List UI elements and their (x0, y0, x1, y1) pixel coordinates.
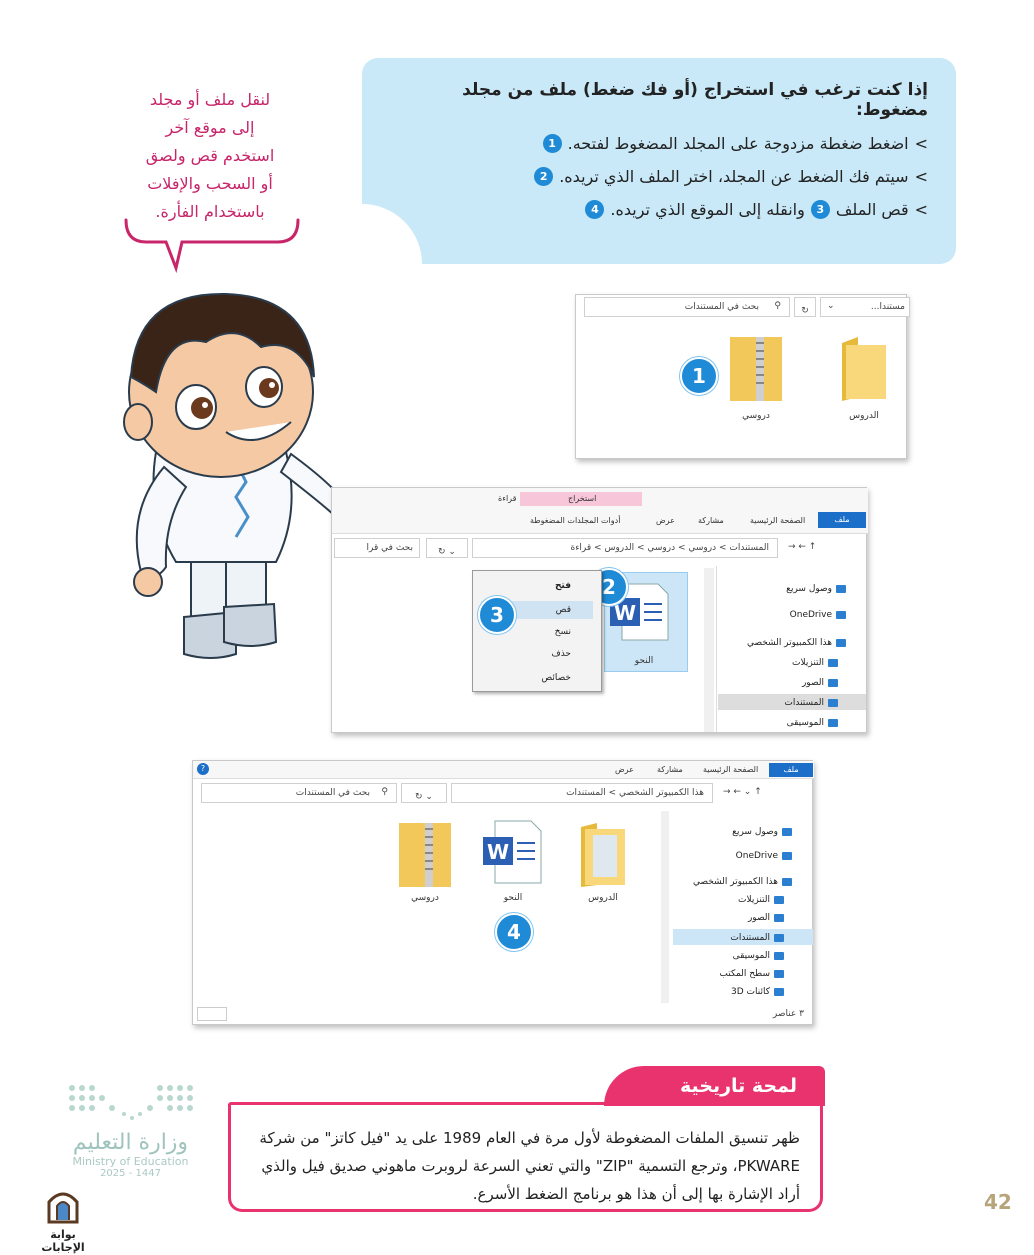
nav-item[interactable]: الموسيقى (733, 951, 784, 961)
tab-share[interactable]: مشاركة (698, 516, 724, 525)
context-menu-properties[interactable]: خصائص (541, 673, 571, 683)
tab-share[interactable]: مشاركة (657, 765, 683, 774)
speech-bubble-outline (122, 218, 302, 274)
word-document-icon[interactable] (481, 819, 543, 887)
refresh-button[interactable] (794, 297, 816, 317)
context-menu-open[interactable]: فتح (554, 581, 571, 591)
explorer-window-compressed: استخراج قراءة ملف الصفحة الرئيسية مشاركة عرض أدوات المجلدات المضغوطة المستندات > دروسي > دروسي > الدروس > قراءة ↻ ⌄ بحث في قرا ↑ ← → وصول سريع OneDrive هذا الكمبيوتر الشخصي التنزيلات الصور المستندات الموسيقى W النحو 2 (331, 487, 867, 733)
nav-item[interactable]: الموسيقى (787, 718, 838, 728)
context-menu-copy[interactable]: نسخ (554, 627, 571, 637)
desktop-icon (774, 970, 784, 978)
step-number-badge: 2 (534, 167, 553, 186)
search-icon: ⚲ (381, 787, 388, 797)
nav-item[interactable]: سطح المكتب (719, 969, 784, 979)
context-menu-delete[interactable]: حذف (551, 649, 571, 659)
logo-emblem-icon (43, 1184, 83, 1224)
refresh-button[interactable] (401, 783, 447, 803)
computer-icon (782, 878, 792, 886)
nav-item[interactable]: التنزيلات (792, 658, 838, 668)
instruction-step-1: > اضغط ضغطة مزدوجة على المجلد المضغوط لفتحه. 1 (390, 134, 928, 153)
search-input[interactable]: بحث في المستندات ⚲ (584, 297, 790, 317)
computer-icon (836, 639, 846, 647)
music-icon (774, 952, 784, 960)
tab-compressed-tools[interactable]: أدوات المجلدات المضغوطة (530, 516, 621, 525)
tab-home[interactable]: الصفحة الرئيسية (750, 516, 806, 525)
instruction-step-3: > قص الملف 3 وانقله إلى الموقع الذي تريده. 4 (390, 200, 928, 219)
instruction-title: إذا كنت ترغب في استخراج (أو فك ضغط) ملف من مجلد مضغوط: (462, 80, 928, 120)
tab-view[interactable]: عرض (615, 765, 634, 774)
zip-folder-icon[interactable] (726, 333, 788, 405)
explorer-window-documents: بحث في المستندات ⚲ ↻ ⌄ مستندا... الدروس دروسي 1 (575, 294, 907, 459)
callout-number: 2 (590, 568, 628, 606)
tab-view[interactable]: عرض (656, 516, 675, 525)
star-icon (782, 828, 792, 836)
page-number: 42 (984, 1190, 1012, 1214)
nav-item[interactable]: المستندات (730, 933, 784, 943)
pictures-icon (828, 679, 838, 687)
svg-text:W: W (614, 601, 637, 625)
documents-icon (774, 934, 784, 942)
music-icon (828, 719, 838, 727)
speech-bubble-text: لنقل ملف أو مجلد إلى موقع آخر استخدم قص ولصق أو السحب والإفلات باستخدام الفأرة. (145, 90, 275, 221)
documents-icon (828, 699, 838, 707)
nav-item[interactable]: المستندات (784, 698, 838, 708)
tab-file[interactable]: ملف (769, 763, 813, 777)
scrollbar[interactable] (704, 568, 714, 732)
search-icon: ⚲ (774, 301, 781, 311)
status-item-count: ٣ عناصر (772, 1009, 804, 1019)
nav-item[interactable]: كائنات 3D (731, 987, 784, 997)
refresh-icon: ↻ ⌄ (438, 547, 456, 557)
instruction-step-2: > سيتم فك الضغط عن المجلد، اختر الملف الذي تريده. 2 (390, 167, 928, 186)
refresh-icon: ↻ ⌄ (415, 792, 433, 802)
address-bar[interactable]: المستندات > دروسي > دروسي > الدروس > قراءة (472, 538, 778, 558)
address-bar[interactable]: هذا الكمبيوتر الشخصي > المستندات (451, 783, 713, 803)
step-number-badge: 3 (811, 200, 830, 219)
nav-item[interactable]: OneDrive (790, 610, 846, 620)
refresh-button[interactable] (426, 538, 468, 558)
nav-item[interactable]: الصور (748, 913, 784, 923)
star-icon (836, 585, 846, 593)
explorer-window-pc-documents: ملف الصفحة الرئيسية مشاركة عرض ? هذا الكمبيوتر الشخصي > المستندات ↑ ⌄ ← → ↻ ⌄ بحث في المستندات ⚲ وصول سريع OneDrive هذا الكمبيوتر الشخصي التنزيلات الصور المستندات الموسيقى سطح المكتب كائنات 3D ٣ عناصر الدروس W النحو دروسي 4 (192, 760, 813, 1025)
nav-arrows[interactable]: ↑ ← → (788, 542, 817, 552)
chevron-down-icon: ⌄ (827, 301, 835, 311)
download-icon (828, 659, 838, 667)
help-icon[interactable]: ? (197, 763, 209, 775)
site-logo: بوابة الإجابات (28, 1184, 98, 1254)
history-title: لمحة تاريخية (604, 1066, 825, 1106)
folder-icon[interactable] (838, 335, 890, 403)
nav-item[interactable]: هذا الكمبيوتر الشخصي (747, 638, 846, 648)
step-number-badge: 4 (585, 200, 604, 219)
nav-item[interactable]: OneDrive (736, 851, 792, 861)
cloud-icon (836, 611, 846, 619)
nav-item[interactable]: وصول سريع (732, 827, 792, 837)
tab-file[interactable]: ملف (818, 512, 866, 528)
callout-number: 3 (478, 596, 516, 634)
nav-item[interactable]: هذا الكمبيوتر الشخصي (693, 877, 792, 887)
ministry-dots-emblem (64, 1080, 198, 1124)
pictures-icon (774, 914, 784, 922)
refresh-icon: ↻ (801, 306, 809, 316)
context-menu-cut[interactable]: قص (555, 605, 571, 615)
ministry-logo: وزارة التعليم Ministry of Education 2025 - 1447 (58, 1080, 203, 1179)
download-icon (774, 896, 784, 904)
3d-objects-icon (774, 988, 784, 996)
search-input[interactable]: بحث في المستندات ⚲ (201, 783, 397, 803)
history-text: ظهر تنسيق الملفات المضغوطة لأول مرة في العام 1989 على يد "فيل كاتز" من شركة PKWARE، وترجع التسمية "ZIP" والتي تعني السرعة لروبرت ماهوني صديق فيل والذي أراد الإشارة بها إلى أن هذا هو برنامج الضغط الأسرع. (259, 1129, 800, 1203)
tab-home[interactable]: الصفحة الرئيسية (703, 765, 759, 774)
svg-text:W: W (487, 840, 510, 864)
nav-item[interactable]: وصول سريع (786, 584, 846, 594)
scrollbar[interactable] (661, 811, 669, 1003)
nav-item[interactable]: التنزيلات (738, 895, 784, 905)
cloud-icon (782, 852, 792, 860)
instruction-box (362, 58, 956, 264)
search-input[interactable]: بحث في قرا (334, 538, 420, 558)
step-number-badge: 1 (543, 134, 562, 153)
address-bar[interactable]: ⌄ مستندا... (820, 297, 910, 317)
callout-number: 4 (495, 913, 533, 951)
nav-arrows[interactable]: ↑ ⌄ ← → (723, 787, 762, 797)
callout-number: 1 (680, 357, 718, 395)
zip-folder-icon[interactable] (395, 819, 457, 891)
nav-item[interactable]: الصور (802, 678, 838, 688)
folder-icon[interactable] (577, 821, 629, 889)
view-toggle[interactable] (197, 1007, 227, 1021)
